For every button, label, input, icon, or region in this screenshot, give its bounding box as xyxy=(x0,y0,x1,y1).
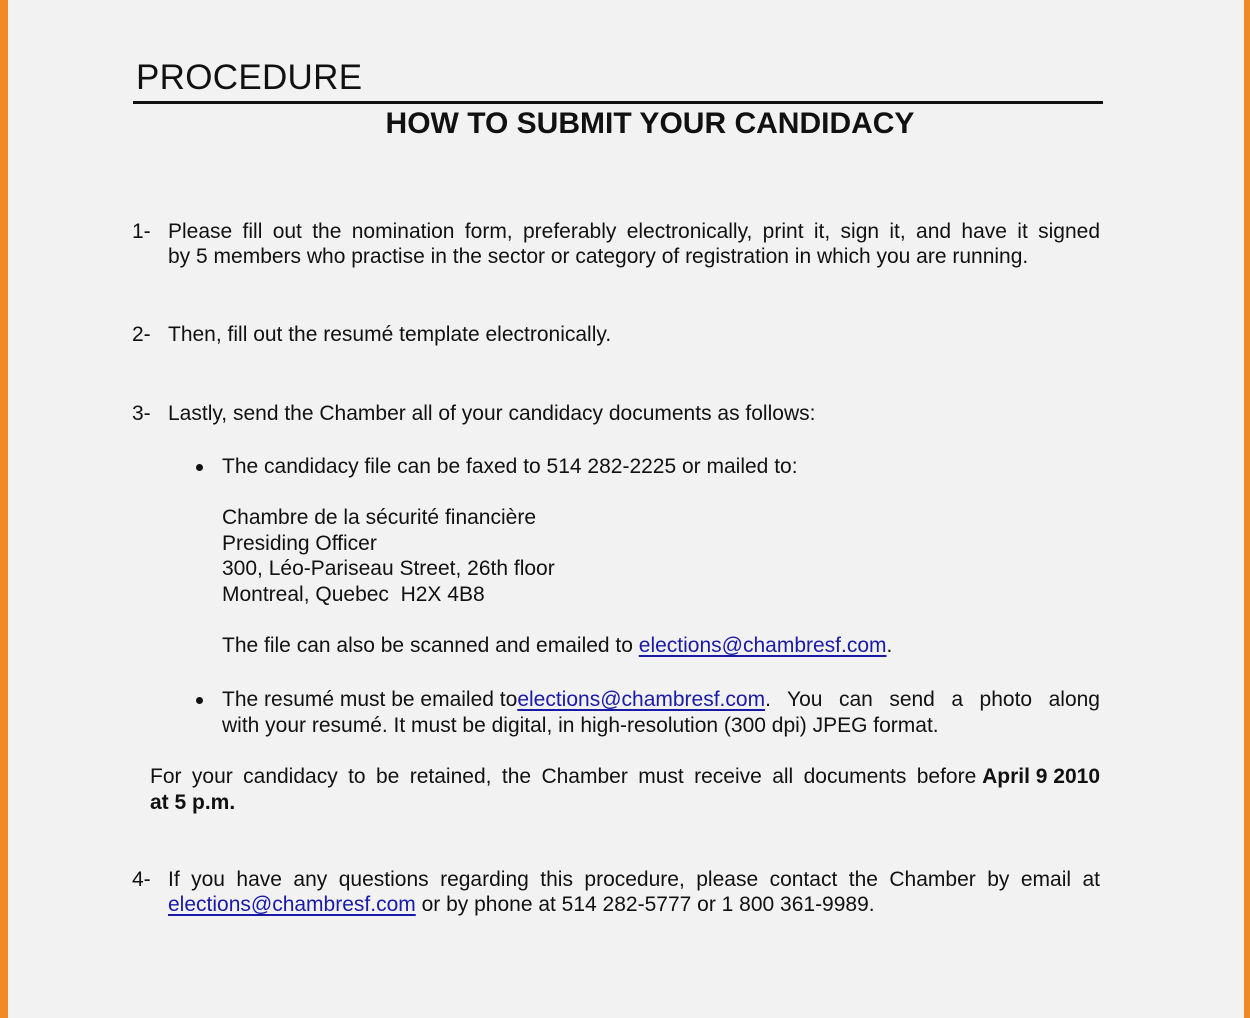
resume-line-2: with your resumé. It must be digital, in high-resolution (300 dpi) JPEG format. xyxy=(222,714,939,737)
deadline-line-1 xyxy=(150,764,1100,790)
step-2-text: Then, fill out the resumé template electronically. xyxy=(168,323,612,346)
address-line-2: Presiding Officer xyxy=(222,532,377,555)
resume-line-1 xyxy=(222,687,1100,713)
email-link[interactable]: elections@chambresf.com xyxy=(638,634,887,657)
step-4-number: 4- xyxy=(132,868,151,891)
scan-email-prefix: The file can also be scanned and emailed to xyxy=(222,634,639,657)
phone-text: or by phone at 514 282-5777 or 1 800 361-9989. xyxy=(415,893,875,916)
deadline-prefix: For your candidacy to be retained, the Chamber must receive all documents before xyxy=(150,765,983,788)
page-title: HOW TO SUBMIT YOUR CANDIDACY xyxy=(385,107,915,140)
heading-rule xyxy=(133,101,1103,104)
step-3-number: 3- xyxy=(132,402,151,425)
procedure-heading: PROCEDURE xyxy=(136,58,363,97)
resume-suffix: . You can send a photo along xyxy=(765,688,1100,711)
scan-email-line xyxy=(222,633,892,659)
bullet-marker xyxy=(196,697,203,704)
step-1-line-2: by 5 members who practise in the sector or category of registration in which you are running. xyxy=(168,245,1029,268)
step-3-text: Lastly, send the Chamber all of your candidacy documents as follows: xyxy=(168,402,816,425)
step-4-line-2 xyxy=(168,892,875,918)
email-link[interactable]: elections@chambresf.com xyxy=(517,688,766,711)
address-line-4: Montreal, Quebec H2X 4B8 xyxy=(222,583,485,606)
resume-prefix: The resumé must be emailed to xyxy=(222,688,518,711)
step-1-line-1: Please fill out the nomination form, preferably electronically, print it, sign it, and have it signed xyxy=(168,220,1100,243)
step-4-line-1: If you have any questions regarding this procedure, please contact the Chamber by email at xyxy=(168,868,1100,891)
deadline-date: April 9 2010 xyxy=(982,765,1100,788)
address-line-1: Chambre de la sécurité financière xyxy=(222,506,536,529)
deadline-line-2 xyxy=(150,790,235,816)
step-1-number: 1- xyxy=(132,220,151,243)
email-link[interactable]: elections@chambresf.com xyxy=(168,893,416,916)
fax-mail-text: The candidacy file can be faxed to 514 282-2225 or mailed to: xyxy=(222,455,798,478)
address-line-3: 300, Léo-Pariseau Street, 26th floor xyxy=(222,557,555,580)
bullet-marker xyxy=(196,464,203,471)
deadline-time: at 5 p.m. xyxy=(150,791,236,814)
scan-email-suffix: . xyxy=(886,634,893,657)
step-2-number: 2- xyxy=(132,323,151,346)
